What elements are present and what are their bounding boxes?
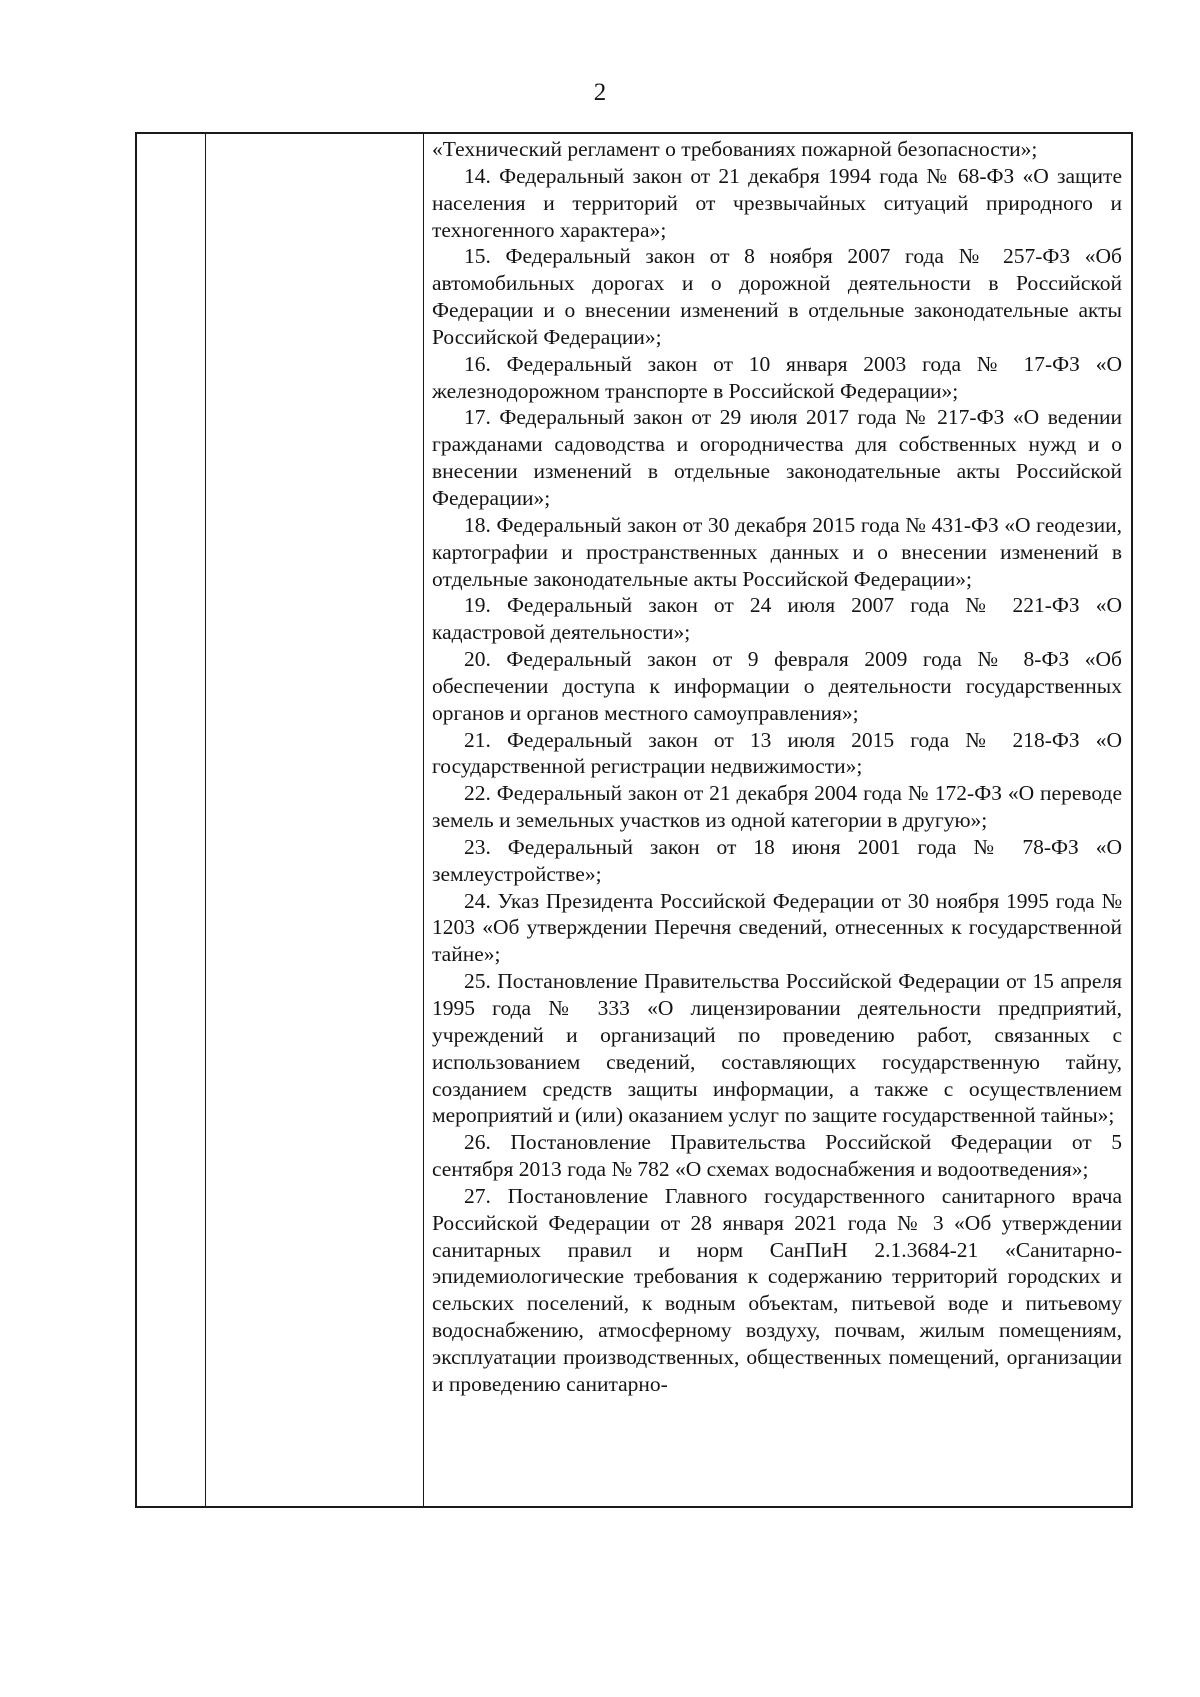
list-item: 25. Постановление Правительства Российской Федерации от 15 апреля 1995 года № 333 «О лицензировании деятельности предприятий, учреждений и организаций по проведению работ, связанных с использованием сведений, составляющих государственную тайну, созданием средств защиты информации, а также с осуществлением мероприятий и (или) оказанием услуг по защите государственной тайны»; (432, 969, 1122, 1128)
page-number: 2 (593, 79, 607, 106)
list-item: 27. Постановление Главного государственного санитарного врача Российской Федерации от 28 января 2021 года № 3 «Об утверждении санитарных правил и норм СанПиН 2.1.3684-21 «Санитарно-эпидемиологические требования к содержанию территорий городских и сельских поселений, к водным объектам, питьевой воде и питьевому водоснабжению, атмосферному воздуху, почвам, жилым помещениям, эксплуатации производственных, общественных помещений, организации и проведению санитарно- (432, 1183, 1122, 1396)
column-divider (205, 134, 206, 1506)
list-item: 23. Федеральный закон от 18 июня 2001 года № 78-ФЗ «О землеустройстве»; (432, 834, 1122, 886)
paragraph-continuation: «Технический регламент о требованиях пожарной безопасности»; (432, 137, 1038, 161)
list-item: 22. Федеральный закон от 21 декабря 2004 года № 172-ФЗ «О переводе земель и земельных участков из одной категории в другую»; (432, 781, 1122, 833)
list-item: 26. Постановление Правительства Российской Федерации от 5 сентября 2013 года № 782 «О схемах водоснабжения и водоотведения»; (432, 1130, 1122, 1182)
list-item: 21. Федеральный закон от 13 июля 2015 года № 218-ФЗ «О государственной регистрации недвижимости»; (432, 727, 1122, 779)
list-item: 19. Федеральный закон от 24 июля 2007 года № 221-ФЗ «О кадастровой деятельности»; (432, 593, 1122, 645)
list-item: 17. Федеральный закон от 29 июля 2017 года № 217-ФЗ «О ведении гражданами садоводства и огородничества для собственных нужд и о внесении изменений в отдельные законодательные акты Российской Федерации»; (432, 405, 1122, 510)
list-item: 14. Федеральный закон от 21 декабря 1994 года № 68-ФЗ «О защите населения и территорий от чрезвычайных ситуаций природного и техногенного характера»; (432, 163, 1122, 242)
table-cell-text (432, 136, 1122, 1398)
column-divider (423, 134, 424, 1506)
list-item: 20. Федеральный закон от 9 февраля 2009 года № 8-ФЗ «Об обеспечении доступа к информации о деятельности государственных органов и органов местного самоуправления»; (432, 647, 1122, 725)
list-item: 24. Указ Президента Российской Федерации от 30 ноября 1995 года № 1203 «Об утверждении Перечня сведений, отнесенных к государственной тайне»; (432, 888, 1122, 967)
list-item: 15. Федеральный закон от 8 ноября 2007 года № 257-ФЗ «Об автомобильных дорогах и о дорожной деятельности в Российской Федерации и о внесении изменений в отдельные законодательные акты Российской Федерации»; (432, 244, 1122, 349)
document-table (135, 132, 1133, 1508)
list-item: 16. Федеральный закон от 10 января 2003 года № 17-ФЗ «О железнодорожном транспорте в Российской Федерации»; (432, 351, 1122, 403)
list-item: 18. Федеральный закон от 30 декабря 2015 года № 431-ФЗ «О геодезии, картографии и пространственных данных и о внесении изменений в отдельные законодательные акты Российской Федерации»; (432, 512, 1122, 591)
